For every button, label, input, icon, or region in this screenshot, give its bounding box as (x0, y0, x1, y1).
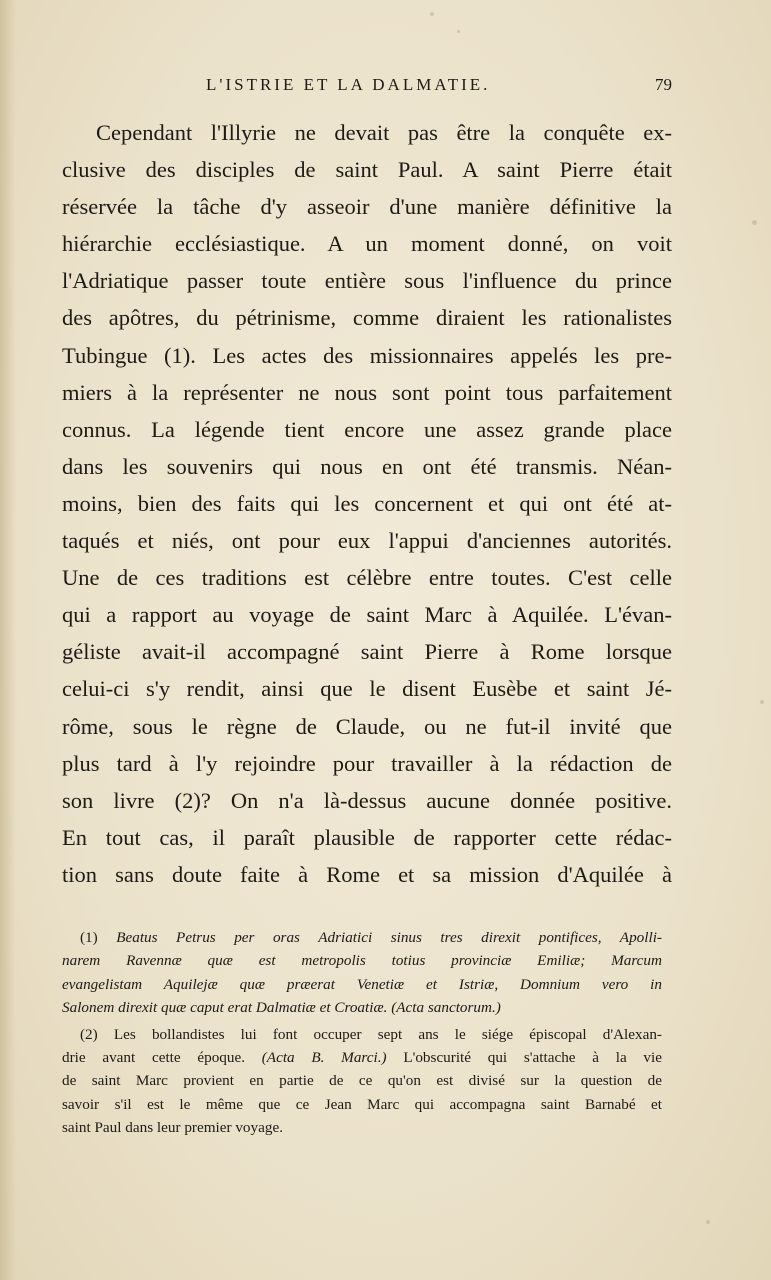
running-head (62, 72, 672, 98)
body-line: hiérarchie ecclésiastique. A un moment donné, on voit (62, 231, 672, 257)
body-line: l'Adriatique passer toute entière sous l'influence du prince (62, 268, 672, 294)
body-line: géliste avait-il accompagné saint Pierre à Rome lorsque (62, 639, 672, 665)
body-line: taqués et niés, ont pour eux l'appui d'anciennes autorités. (62, 528, 672, 554)
footnote-latin-text: Salonem direxit quæ caput erat Dalmatiæ et Croatiæ. (62, 999, 392, 1017)
footnote-line: de saint Marc provient en partie de ce qu'on est divisé sur la question de (62, 1072, 662, 1090)
footnote-1 (62, 926, 662, 1020)
page-gutter-shadow (0, 0, 16, 1280)
footnote-line (62, 926, 662, 949)
footnote-line: evangelistam Aquilejæ quæ præerat Venetiæ et Istriæ, Domnium vero in (62, 975, 662, 993)
body-text (62, 114, 672, 893)
footnote-line: narem Ravennæ quæ est metropolis totius provinciæ Emiliæ; Marcum (62, 952, 662, 970)
footnote-line: (2) Les bollandistes lui font occuper sept ans le siége épiscopal d'Alexan- (80, 1025, 662, 1043)
footnote-line: saint Paul dans leur premier voyage. (62, 1119, 283, 1137)
footnote-line: savoir s'il est le même que ce Jean Marc qui accompagna saint Barnabé et (62, 1095, 662, 1113)
body-line: celui-ci s'y rendit, ainsi que le disent Eusèbe et saint Jé- (62, 676, 672, 702)
footnote-text: L'obscurité qui s'attache à la vie (386, 1048, 662, 1066)
body-line: réservée la tâche d'y asseoir d'une manière définitive la (62, 194, 672, 220)
body-line: plus tard à l'y rejoindre pour travailler à la rédaction de (62, 750, 672, 776)
footnote-line (62, 1046, 662, 1069)
body-line: clusive des disciples de saint Paul. A saint Pierre était (62, 157, 672, 183)
running-title: L'ISTRIE ET LA DALMATIE. (206, 75, 491, 94)
body-line: connus. La légende tient encore une assez grande place (62, 416, 672, 442)
paper-speck (760, 700, 764, 704)
footnote-text: drie avant cette époque. (62, 1048, 262, 1066)
body-line: Cependant l'Illyrie ne devait pas être la conquête ex- (96, 120, 672, 145)
footnote-latin-text: Beatus Petrus per oras Adriatici sinus tres direxit pontifices, Apolli- (116, 929, 662, 946)
footnote-marker: (1) (80, 929, 117, 946)
body-line: En tout cas, il paraît plausible de rapporter cette rédac- (62, 824, 672, 850)
body-line: qui a rapport au voyage de saint Marc à Aquilée. L'évan- (62, 602, 672, 628)
body-line: Une de ces traditions est célèbre entre toutes. C'est celle (62, 565, 672, 591)
body-line: son livre (2)? On n'a là-dessus aucune donnée positive. (62, 787, 672, 813)
body-line: dans les souvenirs qui nous en ont été transmis. Néan- (62, 453, 672, 479)
paper-speck (752, 220, 757, 225)
body-line: des apôtres, du pétrinisme, comme diraient les rationalistes (62, 305, 672, 331)
body-line: Tubingue (1). Les actes des missionnaires appelés les pre- (62, 342, 672, 368)
footnote-source-ref: (Acta sanctorum.) (391, 999, 501, 1017)
footnote-source-ref: (Acta B. Marci.) (261, 1048, 387, 1066)
footnote-2 (62, 1023, 662, 1140)
paper-speck (457, 30, 460, 33)
paper-speck (430, 12, 434, 16)
footnotes (62, 926, 662, 1140)
body-line: tion sans doute faite à Rome et sa mission d'Aquilée à (62, 861, 672, 887)
body-line: rôme, sous le règne de Claude, ou ne fut-il invité que (62, 713, 672, 739)
body-line: miers à la représenter ne nous sont point tous parfaitement (62, 379, 672, 405)
body-line: moins, bien des faits qui les concernent et qui ont été at- (62, 490, 672, 516)
paper-speck (706, 1220, 710, 1224)
footnote-line (62, 996, 662, 1019)
page-number: 79 (655, 75, 672, 94)
